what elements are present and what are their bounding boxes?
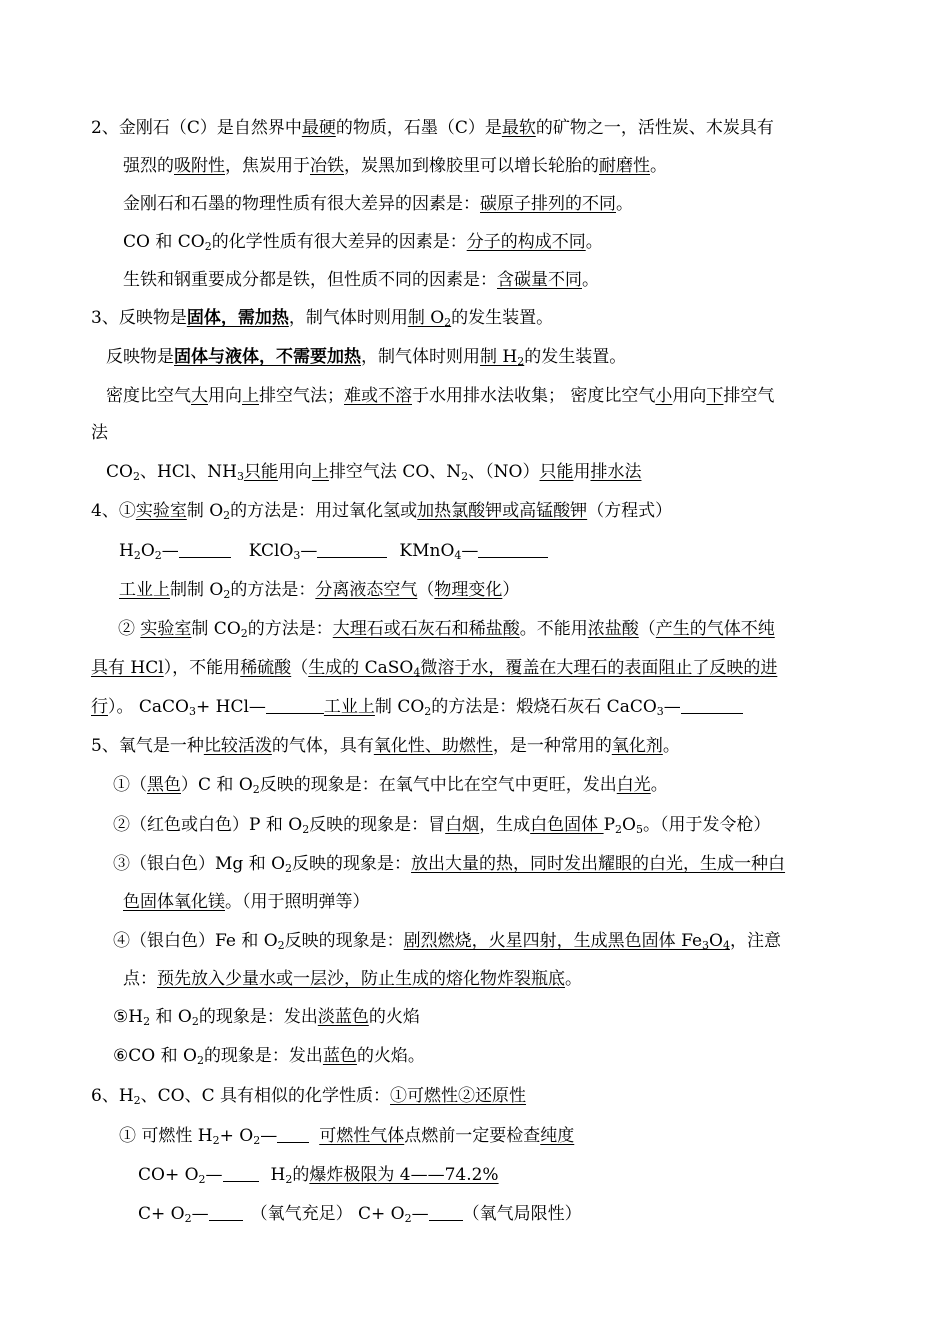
s2-line-1: 2、金刚石（C）是自然界中最硬的物质，石墨（C）是最软的矿物之一，活性炭、木炭具有	[91, 118, 774, 138]
s5-line-6: ④（银白色）Fe 和 $O_2$反映的现象是：剧烈燃烧，火星四射，生成黑色固体 $Fe_3O_4$，注意	[113, 931, 781, 952]
s6-line-4: $C+ O_2—$ （氧气充足） $C+ O_2—$ （氧气局限性）	[138, 1204, 582, 1225]
answer-blank[interactable]	[209, 1204, 243, 1221]
s5-line-7: 点：预先放入少量水或一层沙，防止生成的熔化物炸裂瓶底。	[123, 969, 582, 989]
answer-blank[interactable]	[317, 541, 387, 558]
s3-line-4: 法	[91, 423, 108, 443]
s2-line-2: 强烈的吸附性，焦炭用于冶铁，炭黑加到橡胶里可以增长轮胎的耐磨性。	[123, 156, 667, 176]
s5-line-8: $⑤H_2$ 和 $O_2$的现象是：发出淡蓝色的火焰	[113, 1007, 420, 1028]
answer-blank[interactable]	[277, 1126, 309, 1143]
s4-line-2: $H_2O_2—$ KClO$_3$— KMnO$_4$—	[119, 539, 548, 563]
answer-blank[interactable]	[266, 697, 324, 714]
s4-line-4: ② 实验室制 $CO_2$的方法是：大理石或石灰石和稀盐酸。不能用浓盐酸（产生的气体不纯	[118, 619, 775, 640]
s3-line-3: 密度比空气大用向上排空气法；难或不溶于水用排水法收集； 密度比空气小用向下排空气	[106, 386, 775, 406]
s5-line-3: ②（红色或白色）P 和 $O_2$反映的现象是：冒白烟，生成白色固体 $P_2O_5$。（用于发令枪）	[113, 815, 771, 836]
s5-line-1: 5、氧气是一种比较活泼的气体，具有氧化性、助燃性，是一种常用的氧化剂。	[91, 736, 680, 756]
answer-blank[interactable]	[179, 541, 231, 558]
answer-blank[interactable]	[223, 1165, 259, 1182]
s5-line-2: ①（黑色）C 和 $O_2$反映的现象是：在氧气中比在空气中更旺，发出白光。	[113, 775, 668, 796]
s2-line-4: CO 和 $CO_2$的化学性质有很大差异的因素是：分子的构成不同。	[123, 232, 603, 253]
s6-line-2: ① 可燃性 $H_2+$ $O_2—$ 可燃性气体点燃前一定要检查纯度	[119, 1126, 575, 1147]
s4-line-3: 工业上制制 $O_2$的方法是：分离液态空气（物理变化）	[119, 580, 520, 601]
s5-line-9: ⑥CO 和 $O_2$的现象是：发出蓝色的火焰。	[113, 1046, 425, 1067]
s5-line-4: ③（银白色）Mg 和 $O_2$反映的现象是：放出大量的热，同时发出耀眼的白光，生成一种白	[113, 854, 786, 875]
answer-blank[interactable]	[681, 697, 743, 714]
s3-line-2: 反映物是固体与液体，不需要加热，制气体时则用制 $H_2$的发生装置。	[106, 347, 627, 368]
s4-line-6: 行）。 CaCO$_3$+ HCl— 工业上制 $CO_2$的方法是：煅烧石灰石 CaCO$_3$—	[91, 695, 743, 719]
s4-line-1: 4、①实验室制 $O_2$的方法是：用过氧化氢或加热氯酸钾或高锰酸钾（方程式）	[91, 501, 673, 522]
s5-line-5: 色固体氧化镁。（用于照明弹等）	[123, 892, 370, 912]
s3-line-5: $CO_2$、HCl、$NH_3$只能用向上排空气法 CO、$N_2$、（NO）只能用排水法	[106, 462, 642, 483]
answer-blank[interactable]	[429, 1204, 463, 1221]
s4-line-5: 具有 HCl），不能用稀硫酸（生成的 CaSO$_4$微溶于水，覆盖在大理石的表面阻止了反映的进	[91, 658, 778, 679]
answer-blank[interactable]	[478, 541, 548, 558]
s3-line-1: 3、反映物是固体，需加热，制气体时则用制 $O_2$的发生装置。	[91, 308, 554, 329]
s6-line-3: $CO+ O_2—$ $H_2$的爆炸极限为 4——74.2%	[138, 1165, 499, 1186]
s2-line-5: 生铁和钢重要成分都是铁，但性质不同的因素是：含碳量不同。	[123, 270, 599, 290]
s2-line-3: 金刚石和石墨的物理性质有很大差异的因素是：碳原子排列的不同。	[123, 194, 633, 214]
s6-line-1: 6、$H_2$、CO、C 具有相似的化学性质：①可燃性②还原性	[91, 1086, 527, 1107]
